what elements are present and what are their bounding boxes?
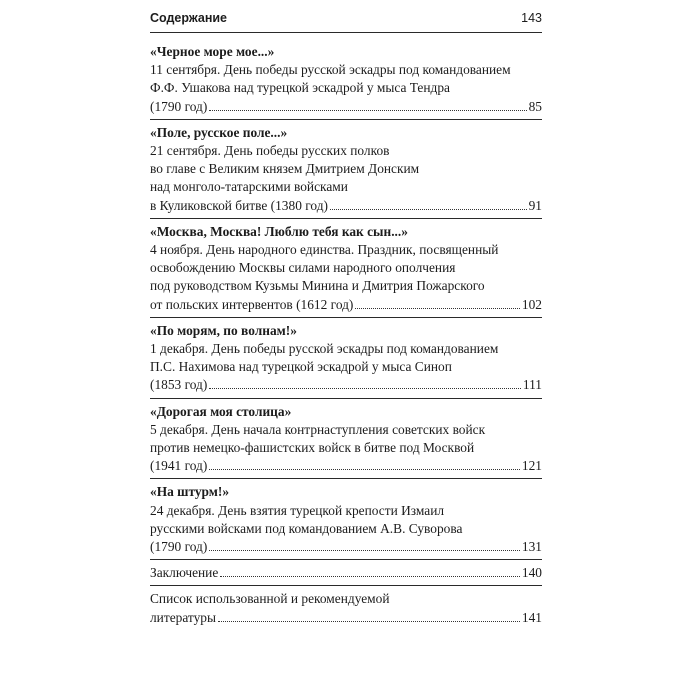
toc-entry-line: 5 декабря. День начала контрнаступления советских войск bbox=[150, 421, 486, 437]
toc-entry-page: 121 bbox=[521, 458, 542, 474]
entry-separator bbox=[150, 478, 542, 479]
toc-entry-conclusion bbox=[150, 564, 542, 582]
toc-entry-seas-waves bbox=[150, 322, 542, 395]
table-of-contents bbox=[150, 43, 542, 627]
dot-leader bbox=[209, 469, 520, 470]
page-number: 143 bbox=[521, 11, 542, 25]
header-rule bbox=[150, 32, 542, 33]
toc-entry-line: 21 сентября. День победы русских полков bbox=[150, 143, 390, 159]
toc-entry-line: Заключение bbox=[150, 565, 219, 581]
toc-entry-title: «На штурм!» bbox=[150, 484, 230, 500]
toc-entry-line: (1853 год) bbox=[150, 377, 208, 393]
page-header bbox=[150, 11, 542, 33]
toc-entry-last-line bbox=[150, 296, 542, 314]
toc-entry-page: 111 bbox=[522, 377, 542, 393]
toc-entry-moscow bbox=[150, 223, 542, 314]
entry-separator bbox=[150, 119, 542, 120]
toc-entry-line: литературы bbox=[150, 609, 216, 625]
toc-entry-page: 85 bbox=[528, 98, 542, 114]
toc-entry-line: во главе с Великим князем Дмитрием Донским bbox=[150, 161, 420, 177]
toc-entry-page: 91 bbox=[528, 197, 542, 213]
dot-leader bbox=[220, 576, 520, 577]
toc-entry-line: П.С. Нахимова над турецкой эскадрой у мыса Синоп bbox=[150, 359, 452, 375]
entry-separator bbox=[150, 585, 542, 586]
toc-entry-line: освобождению Москвы силами народного ополчения bbox=[150, 260, 456, 276]
header-title: Содержание bbox=[150, 11, 228, 25]
toc-entry-title: «По морям, по волнам!» bbox=[150, 322, 297, 338]
dot-leader bbox=[330, 209, 527, 210]
toc-entry-line: Список использованной и рекомендуемой bbox=[150, 591, 390, 607]
toc-entry-title: «Дорогая моя столица» bbox=[150, 403, 292, 419]
toc-entry-line: в Куликовской битве (1380 год) bbox=[150, 197, 328, 213]
toc-entry-line: 11 сентября. День победы русской эскадры под командованием bbox=[150, 62, 511, 78]
toc-entry-title: «Черное море мое...» bbox=[150, 44, 275, 59]
toc-entry-line: от польских интервентов (1612 год) bbox=[150, 296, 354, 312]
toc-entry-black-sea bbox=[150, 43, 542, 116]
dot-leader bbox=[209, 110, 526, 111]
toc-entry-storm bbox=[150, 483, 542, 556]
toc-entry-russian-field bbox=[150, 124, 542, 215]
toc-entry-line: Ф.Ф. Ушакова над турецкой эскадрой у мыса Тендра bbox=[150, 80, 450, 96]
toc-entry-last-line bbox=[150, 609, 542, 627]
toc-entry-line: 1 декабря. День победы русской эскадры под командованием bbox=[150, 341, 499, 357]
entry-separator bbox=[150, 218, 542, 219]
entry-separator bbox=[150, 398, 542, 399]
toc-entry-line: (1941 год) bbox=[150, 458, 208, 474]
toc-entry-last-line bbox=[150, 457, 542, 475]
toc-entry-line: 4 ноября. День народного единства. Праздник, посвященный bbox=[150, 242, 499, 258]
toc-entry-page: 102 bbox=[521, 296, 542, 312]
toc-entry-line: под руководством Кузьмы Минина и Дмитрия Пожарского bbox=[150, 278, 485, 294]
toc-entry-page: 140 bbox=[521, 565, 542, 581]
toc-entry-line: над монголо-татарскими войсками bbox=[150, 179, 348, 195]
dot-leader bbox=[218, 621, 520, 622]
toc-entry-last-line bbox=[150, 538, 542, 556]
toc-entry-line: русскими войсками под командованием А.В. Суворова bbox=[150, 520, 463, 536]
toc-entry-last-line bbox=[150, 376, 542, 394]
toc-entry-last-line bbox=[150, 98, 542, 116]
toc-entry-page: 141 bbox=[521, 609, 542, 625]
entry-separator bbox=[150, 317, 542, 318]
toc-entry-line: 24 декабря. День взятия турецкой крепости Измаил bbox=[150, 502, 445, 518]
toc-entry-bibliography bbox=[150, 590, 542, 626]
toc-entry-title: «Москва, Москва! Люблю тебя как сын...» bbox=[150, 223, 408, 239]
entry-separator bbox=[150, 559, 542, 560]
toc-entry-page: 131 bbox=[521, 539, 542, 555]
toc-entry-line: против немецко-фашистских войск в битве под Москвой bbox=[150, 440, 475, 456]
dot-leader bbox=[355, 308, 520, 309]
toc-entry-capital bbox=[150, 403, 542, 476]
dot-leader bbox=[209, 388, 521, 389]
dot-leader bbox=[209, 550, 520, 551]
toc-entry-last-line bbox=[150, 564, 542, 582]
toc-entry-title: «Поле, русское поле...» bbox=[150, 124, 288, 140]
toc-entry-last-line bbox=[150, 197, 542, 215]
toc-entry-line: (1790 год) bbox=[150, 539, 208, 555]
toc-entry-line: (1790 год) bbox=[150, 98, 208, 114]
